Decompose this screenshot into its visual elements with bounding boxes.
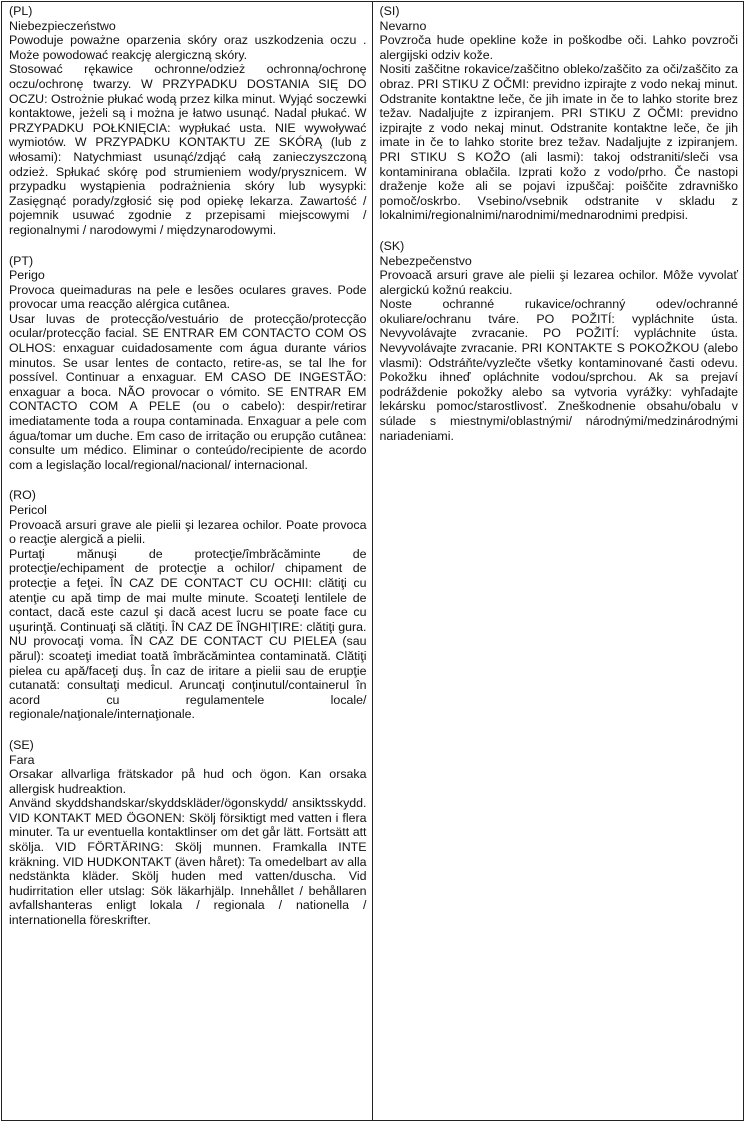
language-code: (SI) xyxy=(379,4,400,18)
right-column xyxy=(373,2,744,1120)
safety-label-sheet xyxy=(1,1,744,1121)
signal-word: Perigo xyxy=(9,268,45,283)
language-code: (PL) xyxy=(9,4,33,18)
left-column xyxy=(2,2,373,1120)
language-code: (SK) xyxy=(379,238,405,253)
precautionary-statement: Nositi zaščitne rokavice/zaščitno obleko/zaščito za oči/zaščito za obraz. PRI STIKU Z OČMI: previdno izpirajte z vodo nekaj minut. Odstranite kontaktne leče, če jih imate in če to lahko storite brez težav. Nadaljujte z izpiranjem. PRI STIKU Z OČMI: previdno izpirajte z vodo nekaj minut. Odstranite kontaktne leče, če jih imate in če to lahko storite brez težav. Nadaljujte z izpiranjem. PRI STIKU S KOŽO (ali lasmi): takoj odstraniti/sleči vsa kontaminirana oblačila. Izprati kožo z vodo/prho. Če nastopi draženje kože ali se pojavi izpuščaj: poiščite zdravniško pomoč/oskrbo. Vsebino/vsebnik odstranite v skladu z lokalnimi/regionalnimi/narodnimi/mednarodnimi predpisi. xyxy=(379,62,738,223)
hazard-statement: Provoacă arsuri grave ale pielii şi lezarea ochilor. Môže vyvolať alergickú kožnú reakciu. xyxy=(379,268,738,297)
hazard-statement: Powoduje poważne oparzenia skóry oraz uszkodzenia oczu . Może powodować reakcję alergiczną skóry. xyxy=(9,33,367,62)
signal-word: Niebezpieczeństwo xyxy=(9,18,116,33)
precautionary-statement: Noste ochranné rukavice/ochranný odev/ochranné okuliare/ochranu tváre. PO POŽITÍ: vypláchnite ústa. Nevyvolávajte zvracanie. PO POŽITÍ: vypláchnite ústa. Nevyvolávajte zvracanie. PRI KONTAKTE S POKOŽKOU (alebo vlasmi): Odstráňte/vyzlečte všetky kontaminované časti odevu. Pokožku ihneď opláchnite vodou/sprchou. Ak sa prejaví podráždenie pokožky alebo sa vytvoria vyrážky: vyhľadajte lekársku pomoc/starostlivosť. Zneškodnenie obsahu/obalu v súlade s miestnymi/oblastnými/ národnými/medzinárodnými nariadeniami. xyxy=(379,297,738,443)
section-pl xyxy=(9,4,367,238)
signal-word: Fara xyxy=(9,752,35,767)
hazard-statement: Provoacă arsuri grave ale pielii şi lezarea ochilor. Poate provoca o reacţie alergică a pielii. xyxy=(9,517,367,547)
precautionary-statement: Purtaţi mănuşi de protecţie/îmbrăcăminte de protecţie/echipament de protecţie a ochilor/ chipament de protecţie a feţei. ÎN CAZ DE CONTACT CU OCHII: clătiţi cu atenţie cu apă timp de mai multe minute. Scoateţi lentilele de contact, dacă este cazul şi dacă acest lucru se poate face cu uşurinţă. Continuaţi să clătiţi. ÎN CAZ DE ÎNGHIŢIRE: clătiţi gura. NU provocaţi voma. ÎN CAZ DE CONTACT CU PIELEA (sau părul): scoateţi imediat toată îmbrăcămintea contaminată. Clătiţi pielea cu apă/faceţi duş. În caz de iritare a pielii sau de erupţie cutanată: consultaţi medicul. Aruncaţi conţinutul/containerul în acord cu regulamentele locale/ regionale/naţionale/internaţionale. xyxy=(9,546,367,722)
signal-word: Pericol xyxy=(9,503,47,517)
hazard-statement: Provoca queimaduras na pele e lesões oculares graves. Pode provocar uma reacção alérgica cutânea. xyxy=(9,282,367,312)
section-ro xyxy=(9,488,367,722)
precautionary-statement: Usar luvas de protecção/vestuário de protecção/protecção ocular/protecção facial. SE ENTRAR EM CONTACTO COM OS OLHOS: enxaguar cuidadosamente com água durante vários minutos. Se usar lentes de contacto, retire-as, se tal lhe for possível. Continuar a enxaguar. EM CASO DE INGESTÃO: enxaguar a boca. NÃO provocar o vómito. SE ENTRAR EM CONTACTO COM A PELE (ou o cabelo): despir/retirar imediatamente toda a roupa contaminada. Enxaguar a pele com água/tomar um duche. Em caso de irritação ou erupção cutânea: consulte um médico. Eliminar o conteúdo/recipiente de acordo com a legislação local/regional/nacional/ internacional. xyxy=(9,311,367,472)
precautionary-statement: Använd skyddshandskar/skyddskläder/ögonskydd/ ansiktsskydd. VID KONTAKT MED ÖGONEN: Skölj försiktigt med vatten i flera minuter. Ta ur eventuella kontaktlinser om det går lätt. Fortsätt att skölja. VID FÖRTÄRING: Skölj munnen. Framkalla INTE kräkning. VID HUDKONTAKT (även håret): Ta omedelbart av alla nedstänkta kläder. Skölj huden med vatten/duscha. Vid hudirritation eller utslag: Sök läkarhjälp. Innehållet / behållaren avfallshanteras enligt lokala / regionala / nationella / internationella föreskrifter. xyxy=(9,796,367,928)
hazard-statement: Povzroča hude opekline kože in poškodbe oči. Lahko povzroči alergijski odziv kože. xyxy=(379,33,738,62)
signal-word: Nevarno xyxy=(379,18,427,33)
hazard-statement: Orsakar allvarliga frätskador på hud och ögon. Kan orsaka allergisk hudreaktion. xyxy=(9,767,367,796)
language-code: (RO) xyxy=(9,488,36,503)
language-code: (PT) xyxy=(9,253,34,268)
section-sk xyxy=(380,239,739,443)
section-se xyxy=(9,738,367,928)
signal-word: Nebezpečenstvo xyxy=(379,253,472,268)
language-code: (SE) xyxy=(9,737,34,752)
section-pt xyxy=(9,254,367,473)
section-si xyxy=(380,4,739,223)
precautionary-statement: Stosować rękawice ochronne/odzież ochronną/ochronę oczu/ochronę twarzy. W PRZYPADKU DOSTANIA SIĘ DO OCZU: Ostrożnie płukać wodą przez kilka minut. Wyjąć soczewki kontaktowe, jeżeli są i można je łatwo usunąć. Nadal płukać. W PRZYPADKU POŁKNIĘCIA: wypłukać usta. NIE wywoływać wymiotów. W PRZYPADKU KONTAKTU ZE SKÓRĄ (lub z włosami): Natychmiast usunąć/zdjąć całą zanieczyszczoną odzież. Spłukać skórę pod strumieniem wody/prysznicem. W przypadku wystąpienia podrażnienia skóry lub wysypki: Zasięgnąć porady/zgłosić się pod opiekę lekarza. Zawartość / pojemnik usuwać zgodnie z przepisami miejscowymi / regionalnymi / narodowymi / międzynarodowymi. xyxy=(9,62,367,237)
